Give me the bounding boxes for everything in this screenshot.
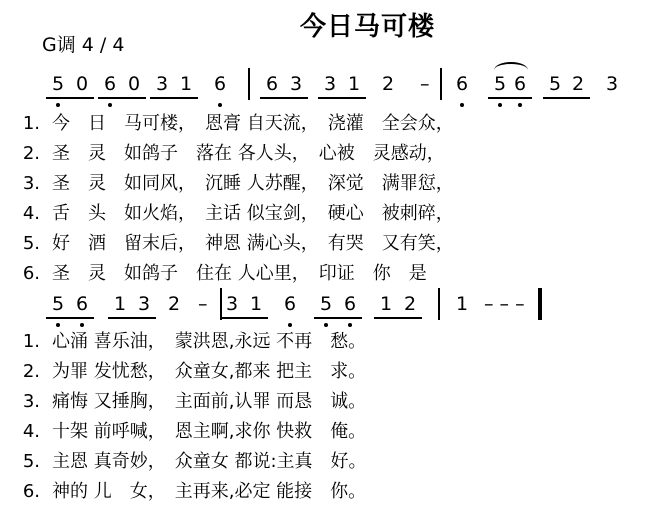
lower-octave-dot (80, 323, 84, 327)
note: 3 (323, 73, 337, 95)
lower-octave-dot (56, 103, 60, 107)
verse-number: 5. (22, 451, 40, 472)
note: 2 (571, 73, 585, 95)
eighth-underline (98, 97, 146, 99)
verse-lyrics: 主恩 真奇妙， 众童女 都说:主真 好。 (52, 451, 367, 472)
note: 6 (75, 293, 89, 315)
verse-lyrics: 圣 灵 如同风， 沉睡 人苏醒， 深觉 满罪愆， (52, 173, 454, 194)
note: 6 (265, 73, 279, 95)
note: 0 (75, 73, 89, 95)
lower-octave-dot (56, 323, 60, 327)
note: 3 (137, 293, 151, 315)
note: 3 (225, 293, 239, 315)
verse-lyrics: 舌 头 如火焰， 主话 似宝剑， 硬心 被刺碎， (52, 203, 454, 224)
bar-line (248, 68, 250, 100)
verse-lyrics: 心涌 喜乐油， 蒙洪恩,永远 不再 愁。 (52, 331, 367, 352)
note: 2 (381, 73, 395, 95)
note: 6 (455, 73, 469, 95)
verse-number: 6. (22, 263, 40, 284)
verse-lyrics: 好 酒 留末后， 神恩 满心头， 有哭 又有笑， (52, 233, 454, 254)
eighth-underline (314, 317, 362, 319)
lower-octave-dot (498, 103, 502, 107)
verse-number: 2. (22, 143, 40, 164)
note: 3 (605, 73, 619, 95)
note: 3 (155, 73, 169, 95)
note: 1 (455, 293, 469, 315)
verse-number: 5. (22, 233, 40, 254)
verse-number: 3. (22, 173, 40, 194)
lower-octave-dot (218, 103, 222, 107)
note: 6 (103, 73, 117, 95)
eighth-underline (318, 97, 366, 99)
verse-number: 4. (22, 203, 40, 224)
sustain-dash: – (198, 293, 208, 315)
key-time-signature: G调 4 / 4 (42, 34, 125, 56)
note: 1 (249, 293, 263, 315)
note: 6 (343, 293, 357, 315)
note: 5 (548, 73, 562, 95)
verse-number: 1. (22, 113, 40, 134)
eighth-underline (220, 317, 268, 319)
verse-number: 6. (22, 481, 40, 502)
verse-lyrics: 今 日 马可楼， 恩膏 自天流， 浇灌 全会众， (52, 113, 454, 134)
eighth-underline (150, 97, 198, 99)
note: 5 (51, 73, 65, 95)
note: 2 (403, 293, 417, 315)
eighth-underline (108, 317, 156, 319)
eighth-underline (46, 97, 94, 99)
verse-lyrics: 十架 前呼喊， 恩主啊,求你 快救 俺。 (52, 421, 367, 442)
verse-lyrics: 痛悔 又捶胸， 主面前,认罪 而恳 诚。 (52, 391, 367, 412)
eighth-underline (488, 97, 532, 99)
note: 1 (113, 293, 127, 315)
note: 1 (179, 73, 193, 95)
verse-number: 1. (22, 331, 40, 352)
slur-arc (494, 62, 528, 78)
note: 0 (127, 73, 141, 95)
verse-number: 2. (22, 361, 40, 382)
bar-line (440, 68, 442, 100)
song-title: 今日马可楼 (300, 12, 436, 42)
note: 2 (167, 293, 181, 315)
note: 5 (51, 293, 65, 315)
lower-octave-dot (348, 323, 352, 327)
bar-line (438, 288, 440, 320)
note: 3 (289, 73, 303, 95)
lower-octave-dot (288, 323, 292, 327)
eighth-underline (374, 317, 422, 319)
note: 6 (213, 73, 227, 95)
bar-line (220, 288, 222, 320)
lower-octave-dot (518, 103, 522, 107)
verse-number: 4. (22, 421, 40, 442)
note: 6 (283, 293, 297, 315)
note: 5 (319, 293, 333, 315)
eighth-underline (543, 97, 590, 99)
sustain-dash: – – – (484, 293, 525, 315)
verse-lyrics: 圣 灵 如鸽子 住在 人心里， 印证 你 是 (52, 263, 427, 284)
eighth-underline (46, 317, 94, 319)
lower-octave-dot (108, 103, 112, 107)
lower-octave-dot (460, 103, 464, 107)
lower-octave-dot (324, 323, 328, 327)
note: 1 (379, 293, 393, 315)
sustain-dash: – (420, 73, 430, 95)
verse-lyrics: 神的 儿 女， 主再来,必定 能接 你。 (52, 481, 367, 502)
eighth-underline (260, 97, 308, 99)
note: 1 (347, 73, 361, 95)
final-bar-line (538, 288, 542, 320)
verse-number: 3. (22, 391, 40, 412)
note: 5 (493, 73, 507, 95)
verse-lyrics: 圣 灵 如鸽子 落在 各人头， 心被 灵感动， (52, 143, 445, 164)
verse-lyrics: 为罪 发忧愁， 众童女,都来 把主 求。 (52, 361, 367, 382)
note: 6 (513, 73, 527, 95)
